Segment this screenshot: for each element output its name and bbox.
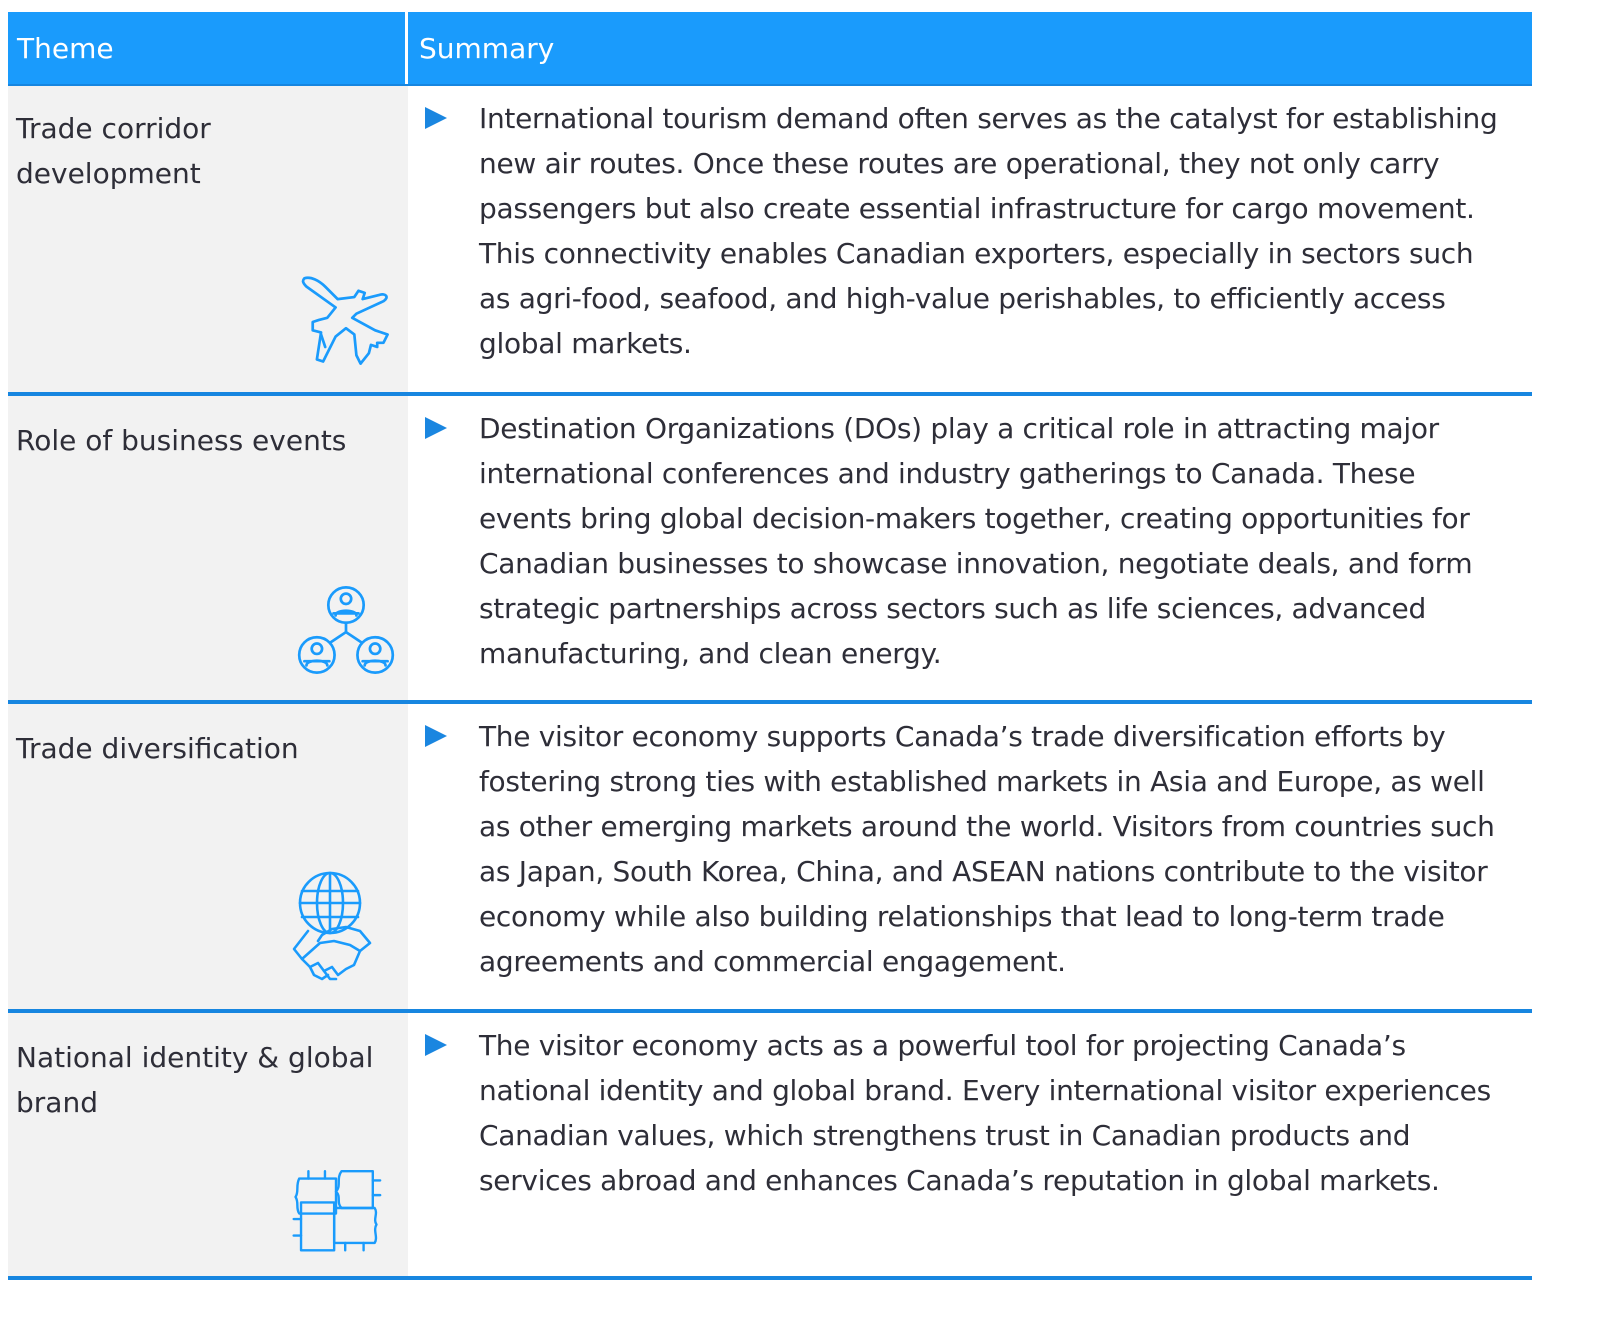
table-row xyxy=(8,86,1532,396)
summary-cell xyxy=(408,396,1532,700)
table-header xyxy=(8,12,1532,86)
bullet-arrow-icon xyxy=(425,417,447,439)
summary-text: The visitor economy supports Canada’s trade diversification efforts by fostering strong ties with established markets in Asia and Europe, as well as other emerging markets around the world. Visitors from countries such as Japan, South Korea, China, and ASEAN nations contribute to the visitor economy while also building relationships that lead to long-term trade agreements and commercial engagement. xyxy=(479,720,1495,978)
summary-cell xyxy=(408,704,1532,1009)
theme-label: Trade corridor development xyxy=(16,112,211,190)
network-people-icon xyxy=(294,578,398,682)
bullet-arrow-icon xyxy=(425,107,447,129)
globe-handshake-icon xyxy=(280,869,380,987)
theme-label: Role of business events xyxy=(16,424,347,457)
column-header-theme: Theme xyxy=(8,12,408,84)
theme-cell xyxy=(8,86,408,392)
table-row xyxy=(8,396,1532,704)
bullet-arrow-icon xyxy=(425,725,447,747)
theme-cell xyxy=(8,704,408,1009)
airplane-icon xyxy=(294,270,398,374)
interlocked-hands-icon xyxy=(290,1162,382,1254)
theme-label: Trade diversification xyxy=(16,732,299,765)
table-row xyxy=(8,704,1532,1013)
summary-cell xyxy=(408,86,1532,392)
bullet-arrow-icon xyxy=(425,1034,447,1056)
summary-cell xyxy=(408,1013,1532,1276)
theme-label: National identity & global brand xyxy=(16,1041,374,1119)
table-row xyxy=(8,1013,1532,1280)
summary-text: International tourism demand often serves as the catalyst for establishing new air routes. Once these routes are operational, they not only carry passengers but also create essential infrastructure for cargo movement. This connectivity enables Canadian exporters, especially in sectors such as agri-food, seafood, and high-value perishables, to efficiently access global markets. xyxy=(479,102,1498,360)
summary-text: The visitor economy acts as a powerful tool for projecting Canada’s national identity and global brand. Every international visitor experiences Canadian values, which strengthens trust in Canadian products and services abroad and enhances Canada’s reputation in global markets. xyxy=(479,1029,1491,1197)
column-header-summary: Summary xyxy=(419,31,555,65)
themes-table xyxy=(8,12,1532,1280)
theme-cell xyxy=(8,1013,408,1276)
summary-text: Destination Organizations (DOs) play a critical role in attracting major international conferences and industry gatherings to Canada. These events bring global decision-makers together, creating opportunities for Canadian businesses to showcase innovation, negotiate deals, and form strategic partnerships across sectors such as life sciences, advanced manufacturing, and clean energy. xyxy=(479,412,1473,670)
theme-cell xyxy=(8,396,408,700)
